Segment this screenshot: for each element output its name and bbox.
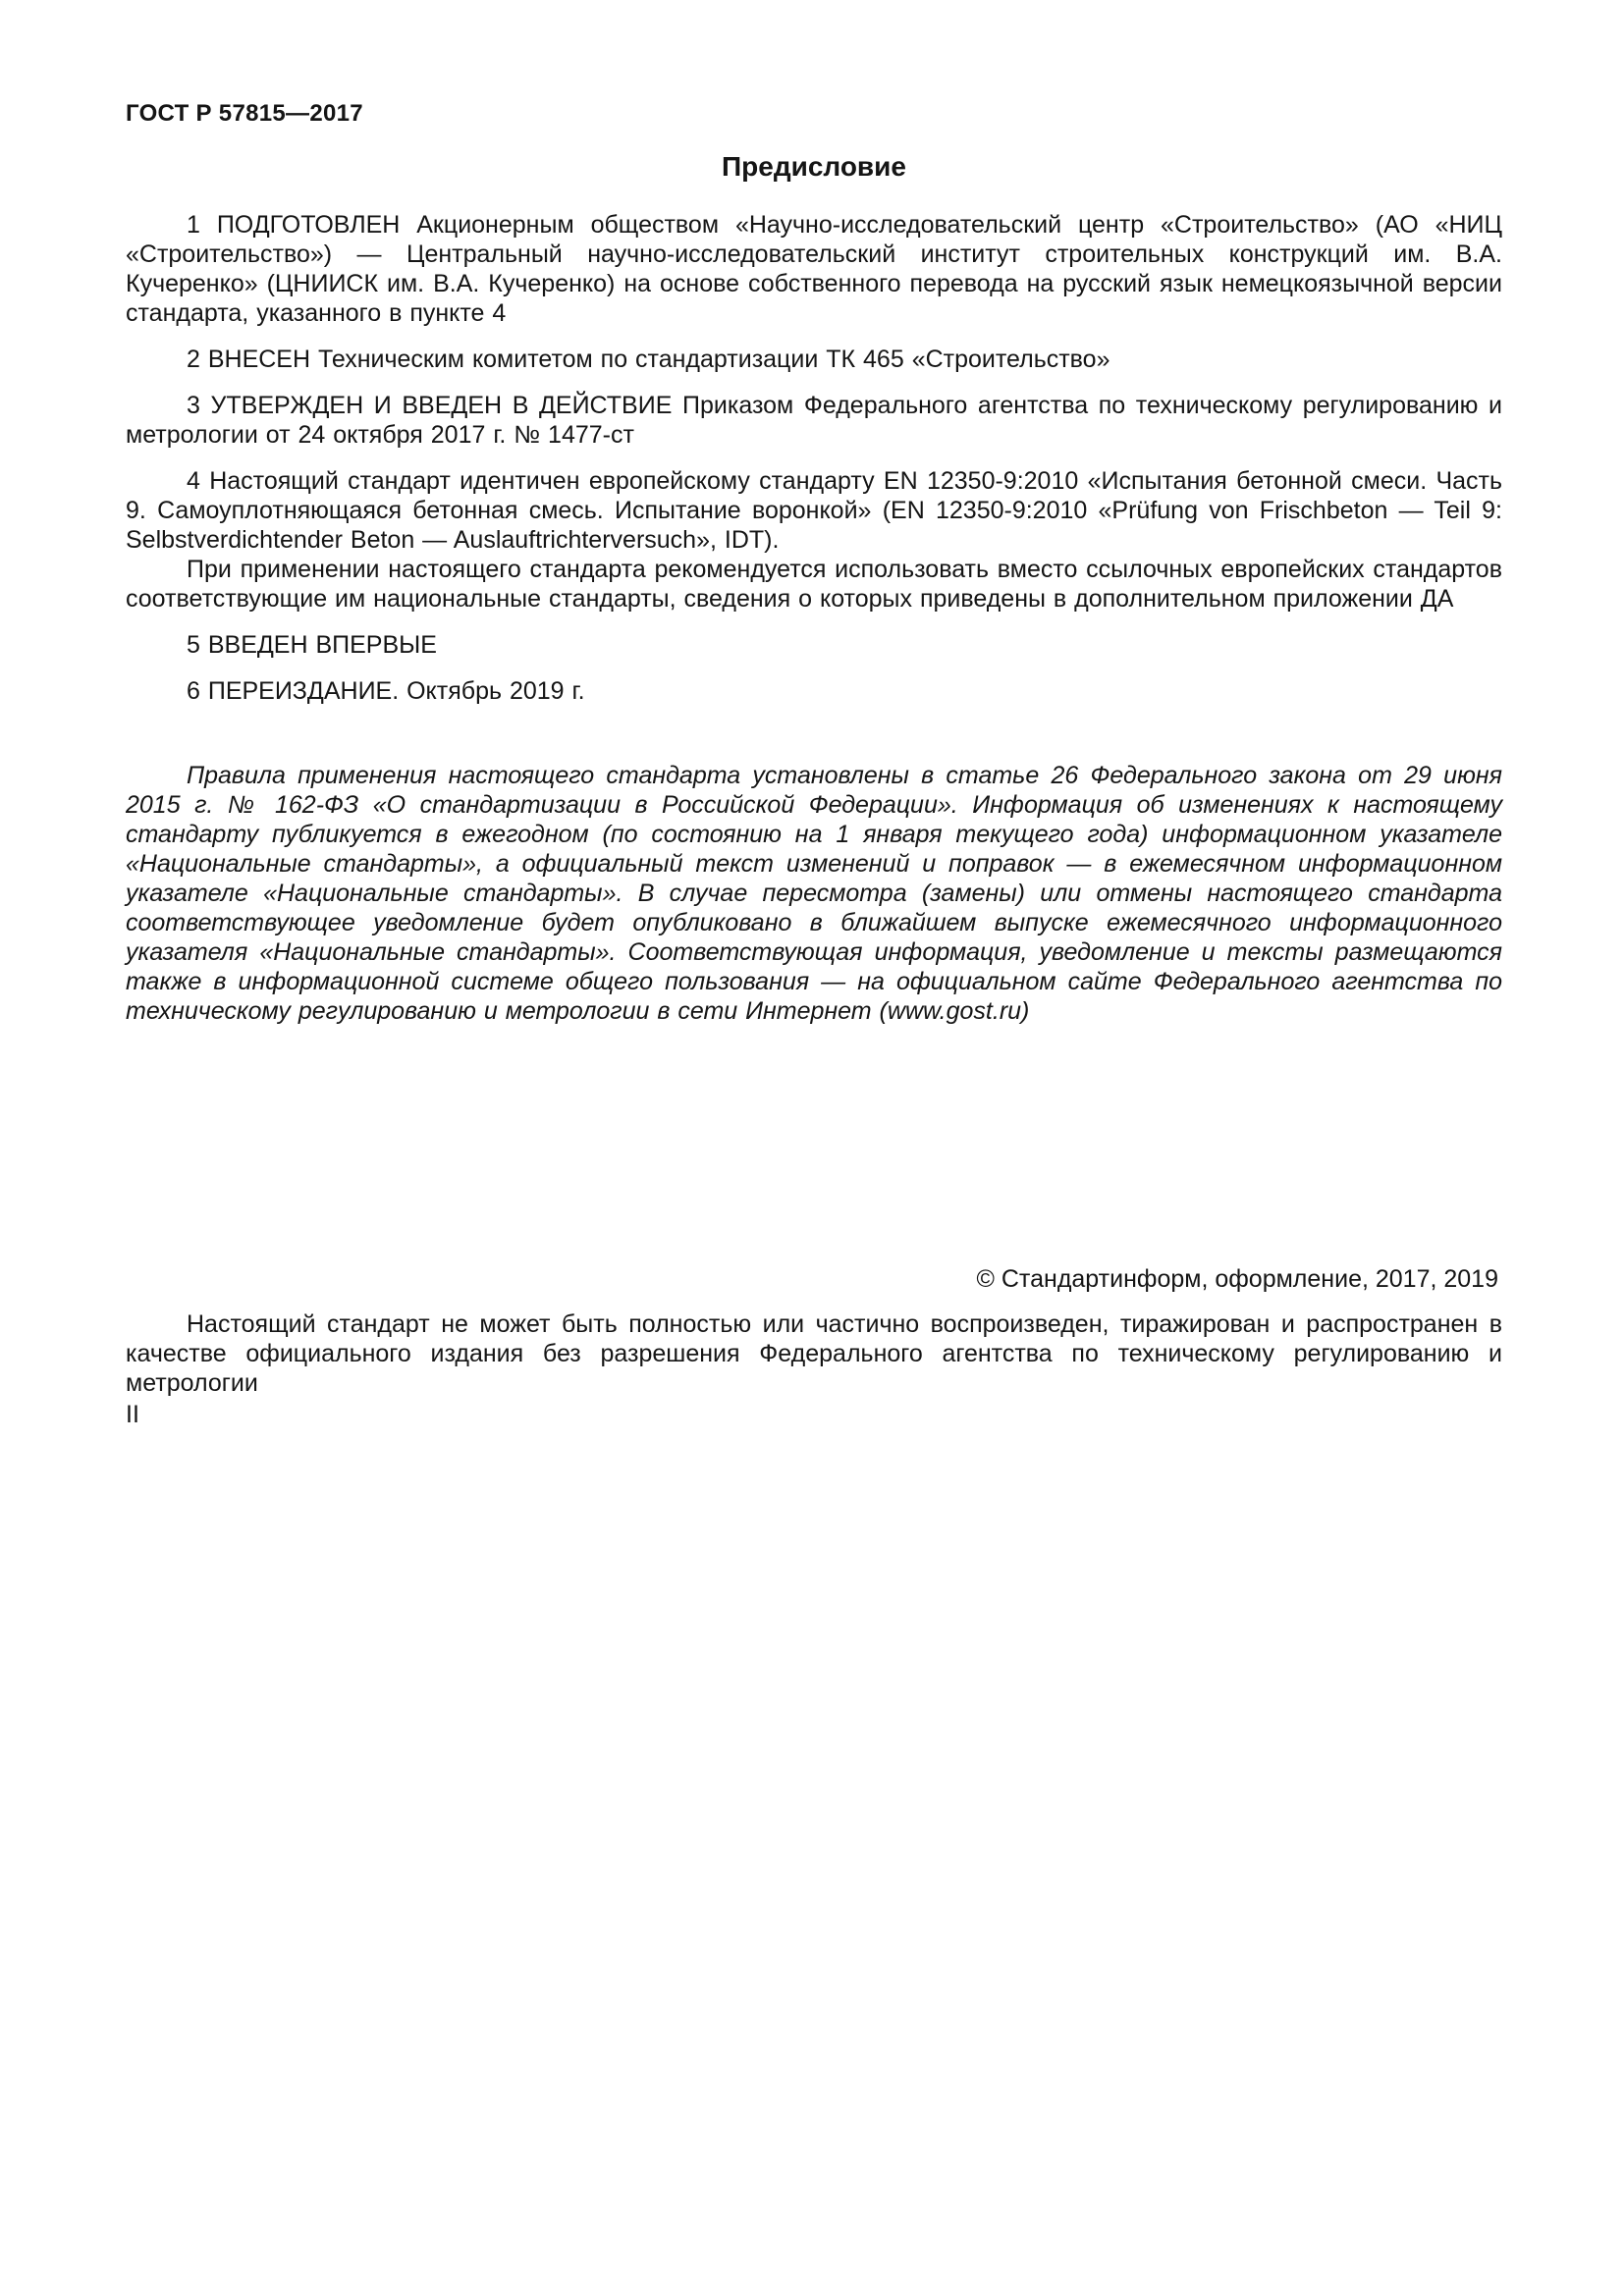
foreword-paragraph-1: 1 ПОДГОТОВЛЕН Акционерным обществом «Научно-исследовательский центр «Строительство» (АО «НИЦ «Строительство») — Центральный научно-исследовательский институт строительных конструкций им. В.А. Кучеренко» (ЦНИИСК им. В.А. Кучеренко) на основе собственного перевода на русский язык немецкоязычной версии стандарта, указанного в пункте 4 [126, 211, 1502, 327]
page-number: II [126, 1401, 139, 1428]
page-footer [126, 1264, 1502, 1429]
foreword-paragraph-2: 2 ВНЕСЕН Техническим комитетом по стандартизации ТК 465 «Строительство» [187, 346, 1110, 373]
reproduction-restriction: Настоящий стандарт не может быть полностью или частично воспроизведен, тиражирован и распространен в качестве официального издания без разрешения Федерального агентства по техническому регулированию и метрологии [126, 1310, 1502, 1397]
standard-number: ГОСТ Р 57815—2017 [126, 100, 363, 127]
foreword-paragraph-5: 5 ВВЕДЕН ВПЕРВЫЕ [187, 631, 437, 659]
copyright-line: © Стандартинформ, оформление, 2017, 2019 [976, 1265, 1498, 1293]
foreword-paragraph-4-continuation: При применении настоящего стандарта рекомендуется использовать вместо ссылочных европейских стандартов соответствующие им национальные стандарты, сведения о которых приведены в дополнительном приложении ДА [126, 556, 1502, 613]
page-title: Предисловие [722, 151, 906, 182]
foreword-paragraph-4: 4 Настоящий стандарт идентичен европейскому стандарту EN 12350-9:2010 «Испытания бетонной смеси. Часть 9. Самоуплотняющаяся бетонная смесь. Испытание воронкой» (EN 12350-9:2010 «Prüfung von Frischbeton — Teil 9: Selbstverdichtender Beton — Auslauftrichterversuch», IDT). [126, 467, 1502, 554]
page-content [126, 100, 1502, 1026]
foreword-paragraph-6: 6 ПЕРЕИЗДАНИЕ. Октябрь 2019 г. [187, 677, 585, 705]
foreword-paragraph-3: 3 УТВЕРЖДЕН И ВВЕДЕН В ДЕЙСТВИЕ Приказом Федерального агентства по техническому регулированию и метрологии от 24 октября 2017 г. № 1477-ст [126, 392, 1502, 449]
legal-notice: Правила применения настоящего стандарта установлены в статье 26 Федерального закона от 29 июня 2015 г. № 162-ФЗ «О стандартизации в Российской Федерации». Информация об изменениях к настоящему стандарту публикуется в ежегодном (по состоянию на 1 января текущего года) информационном указателе «Национальные стандарты», а официальный текст изменений и поправок — в ежемесячном информационном указателе «Национальные стандарты». В случае пересмотра (замены) или отмены настоящего стандарта соответствующее уведомление будет опубликовано в ближайшем выпуске ежемесячного информационного указателя «Национальные стандарты». Соответствующая информация, уведомление и тексты размещаются также в информационной системе общего пользования — на официальном сайте Федерального агентства по техническому регулированию и метрологии в сети Интернет (www.gost.ru) [126, 762, 1502, 1025]
